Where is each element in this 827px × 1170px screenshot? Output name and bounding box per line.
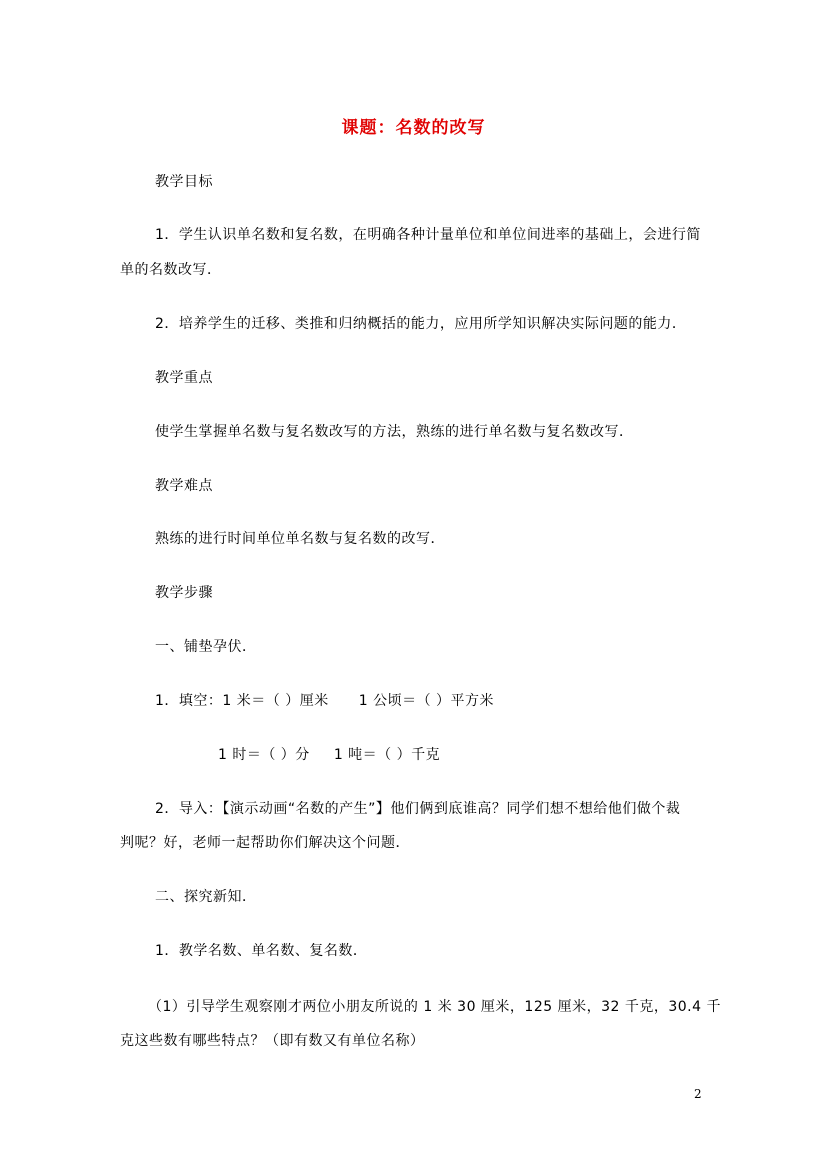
paragraph-line: （1）引导学生观察刚才两位小朋友所说的 1 米 30 厘米，125 厘米，32 千克，30.4 千	[148, 999, 721, 1015]
heading-teaching-steps: 教学步骤	[155, 585, 213, 601]
paragraph-line: 熟练的进行时间单位单名数与复名数的改写．	[155, 531, 445, 547]
section-heading: 二、探究新知．	[155, 889, 257, 905]
paragraph-line: 2．导入：【演示动画“名数的产生”】他们俩到底谁高？同学们想不想给他们做个裁	[155, 801, 681, 817]
paragraph-line: 克这些数有哪些特点？（即有数又有单位名称）	[120, 1033, 425, 1049]
fill-blank-row	[218, 745, 440, 765]
paragraph-line: 使学生掌握单名数与复名数改写的方法，熟练的进行单名数与复名数改写．	[155, 424, 634, 440]
heading-key-points: 教学重点	[155, 370, 213, 386]
paragraph-line: 1．教学名数、单名数、复名数．	[155, 943, 368, 959]
paragraph-line: 判呢？好，老师一起帮助你们解决这个问题．	[120, 835, 410, 851]
heading-teaching-goals: 教学目标	[155, 174, 213, 190]
paragraph-line: 2．培养学生的迁移、类推和归纳概括的能力，应用所学知识解决实际问题的能力．	[155, 316, 687, 332]
fill-blank-item: 1 时＝（ ）分	[218, 747, 310, 763]
fill-blank-item: 1．填空：1 米＝（ ）厘米	[155, 693, 329, 709]
document-title: 课题：名数的改写	[341, 118, 486, 138]
section-heading: 一、铺垫孕伏．	[155, 639, 257, 655]
fill-blank-row	[155, 691, 494, 711]
fill-blank-item: 1 公顷＝（ ）平方米	[358, 693, 495, 709]
page-number: 2	[694, 1087, 702, 1101]
fill-blank-item: 1 吨＝（ ）千克	[333, 747, 441, 763]
heading-difficulties: 教学难点	[155, 478, 213, 494]
paragraph-line: 单的名数改写．	[120, 262, 222, 278]
paragraph-line: 1．学生认识单名数和复名数，在明确各种计量单位和单位间进率的基础上，会进行简	[155, 227, 701, 243]
